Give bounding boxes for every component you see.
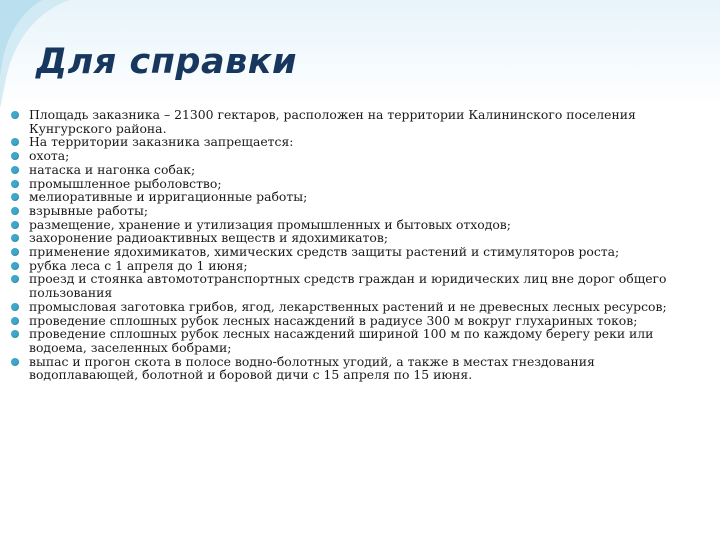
bullet-list	[11, 108, 701, 382]
list-item-text: проведение сплошных рубок лесных насаждений в радиусе 300 м вокруг глухариных токов;	[29, 312, 638, 328]
bullet-icon	[11, 180, 19, 188]
bullet-icon	[11, 166, 19, 174]
list-item-text: проведение сплошных рубок лесных насаждений шириной 100 м по каждому берегу реки или водоема, заселенных бобрами;	[29, 326, 654, 355]
bullet-icon	[11, 317, 19, 325]
list-item	[11, 272, 701, 299]
list-item-text: применение ядохимикатов, химических средств защиты растений и стимуляторов роста;	[29, 244, 620, 260]
bullet-icon	[11, 262, 19, 270]
bullet-icon	[11, 234, 19, 242]
list-item	[11, 149, 701, 163]
list-item-text: выпас и прогон скота в полосе водно-болотных угодий, а также в местах гнездования водоплавающей, болотной и боровой дичи с 15 апреля по 15 июня.	[29, 353, 595, 383]
list-item	[11, 231, 701, 245]
list-item-text: промышленное рыболовство;	[29, 175, 222, 191]
bullet-icon	[11, 138, 19, 146]
list-item	[11, 204, 701, 218]
bullet-icon	[11, 248, 19, 256]
list-item	[11, 314, 701, 328]
list-item	[11, 218, 701, 232]
list-item	[11, 108, 701, 135]
list-item	[11, 163, 701, 177]
list-item	[11, 300, 701, 314]
list-item-text: натаска и нагонка собак;	[29, 161, 196, 177]
list-item	[11, 177, 701, 191]
list-item-text: промысловая заготовка грибов, ягод, лекарственных растений и не древесных лесных ресурсов;	[29, 298, 667, 314]
list-item-text: размещение, хранение и утилизация промышленных и бытовых отходов;	[29, 216, 511, 232]
bullet-icon	[11, 275, 19, 283]
list-item	[11, 135, 701, 149]
bullet-icon	[11, 330, 19, 338]
list-item-text: мелиоративные и ирригационные работы;	[29, 189, 308, 205]
list-item-text: взрывные работы;	[29, 202, 149, 218]
list-item-text: проезд и стоянка автомототранспортных средств граждан и юридических лиц вне дорог общего пользования	[29, 271, 667, 301]
list-item-text: рубка леса с 1 апреля до 1 июня;	[29, 257, 248, 273]
list-item	[11, 355, 701, 382]
list-item-text: охота;	[29, 148, 70, 164]
list-item-text: захоронение радиоактивных веществ и ядохимикатов;	[29, 230, 389, 246]
list-item-text: Площадь заказника – 21300 гектаров, расположен на территории Калининского поселения Кунгурского района.	[29, 107, 636, 136]
bullet-icon	[11, 358, 19, 366]
bullet-icon	[11, 152, 19, 160]
list-item	[11, 190, 701, 204]
bullet-icon	[11, 207, 19, 215]
list-item	[11, 327, 701, 354]
bullet-icon	[11, 221, 19, 229]
list-item	[11, 259, 701, 273]
list-item	[11, 245, 701, 259]
bullet-icon	[11, 193, 19, 201]
bullet-icon	[11, 111, 19, 119]
slide-title: Для справки	[36, 42, 297, 82]
list-item-text: На территории заказника запрещается:	[29, 134, 294, 150]
bullet-icon	[11, 303, 19, 311]
